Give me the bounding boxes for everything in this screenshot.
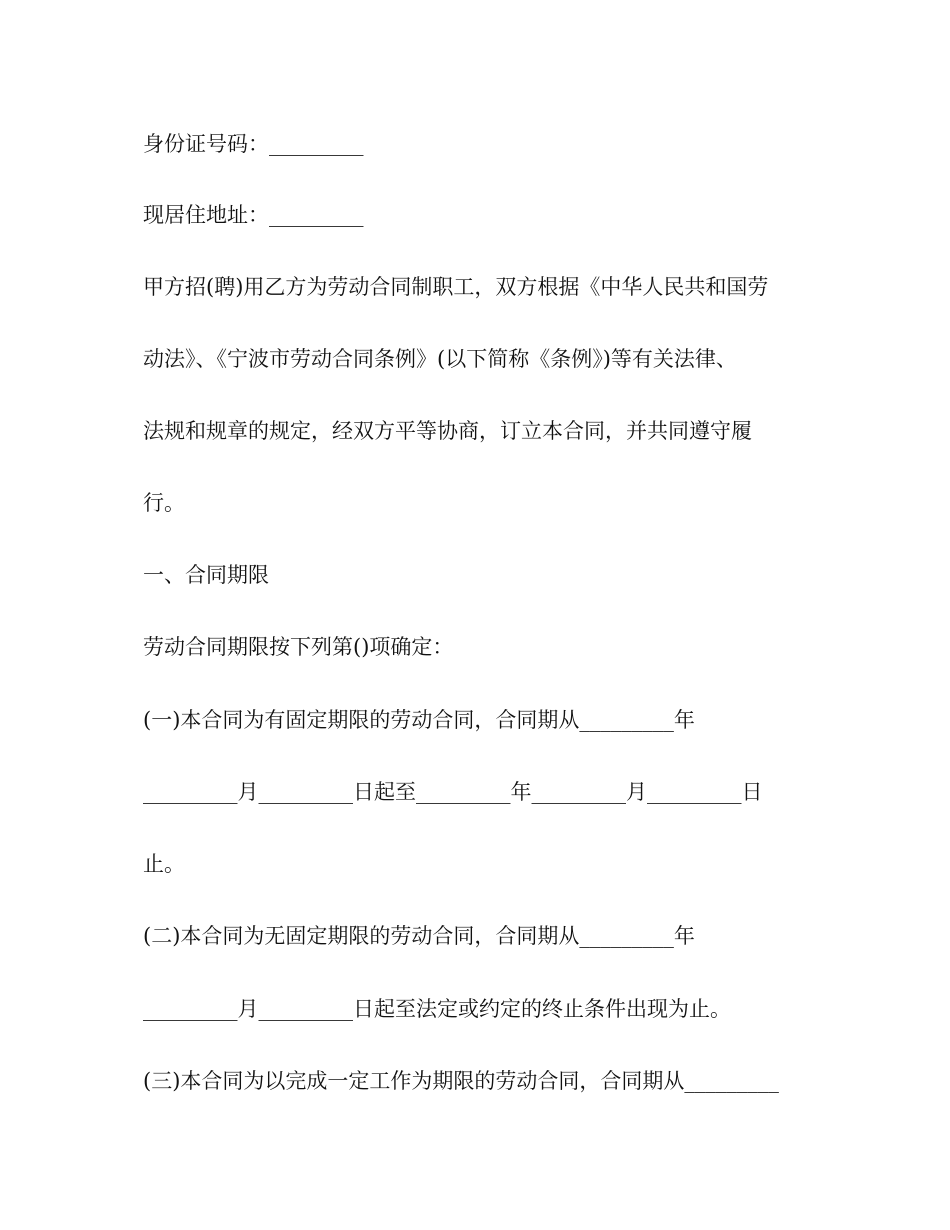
section-heading: 一、合同期限 (143, 563, 269, 587)
fixed-term-line-2: _________月_________日起至_________年_________月_________日 (143, 780, 763, 804)
fixed-term-line-3: 止。 (143, 852, 185, 876)
preamble-line-4: 行。 (143, 491, 185, 515)
fixed-term-line-1: (一)本合同为有固定期限的劳动合同，合同期从_________年 (143, 708, 695, 732)
address-line: 现居住地址：_________ (143, 203, 364, 227)
preamble-line-2: 动法》、《宁波市劳动合同条例》(以下简称《条例》)等有关法律、 (143, 347, 737, 371)
id-number-line: 身份证号码：_________ (143, 132, 364, 156)
open-term-line-2: _________月_________日起至法定或约定的终止条件出现为止。 (143, 997, 731, 1021)
term-intro-line: 劳动合同期限按下列第()项确定： (143, 635, 454, 659)
open-term-line-1: (二)本合同为无固定期限的劳动合同，合同期从_________年 (143, 924, 695, 948)
preamble-line-3: 法规和规章的规定，经双方平等协商，订立本合同，并共同遵守履 (143, 419, 752, 443)
task-term-line-1: (三)本合同为以完成一定工作为期限的劳动合同，合同期从_________ (143, 1069, 779, 1093)
preamble-line-1: 甲方招(聘)用乙方为劳动合同制职工，双方根据《中华人民共和国劳 (143, 275, 769, 299)
